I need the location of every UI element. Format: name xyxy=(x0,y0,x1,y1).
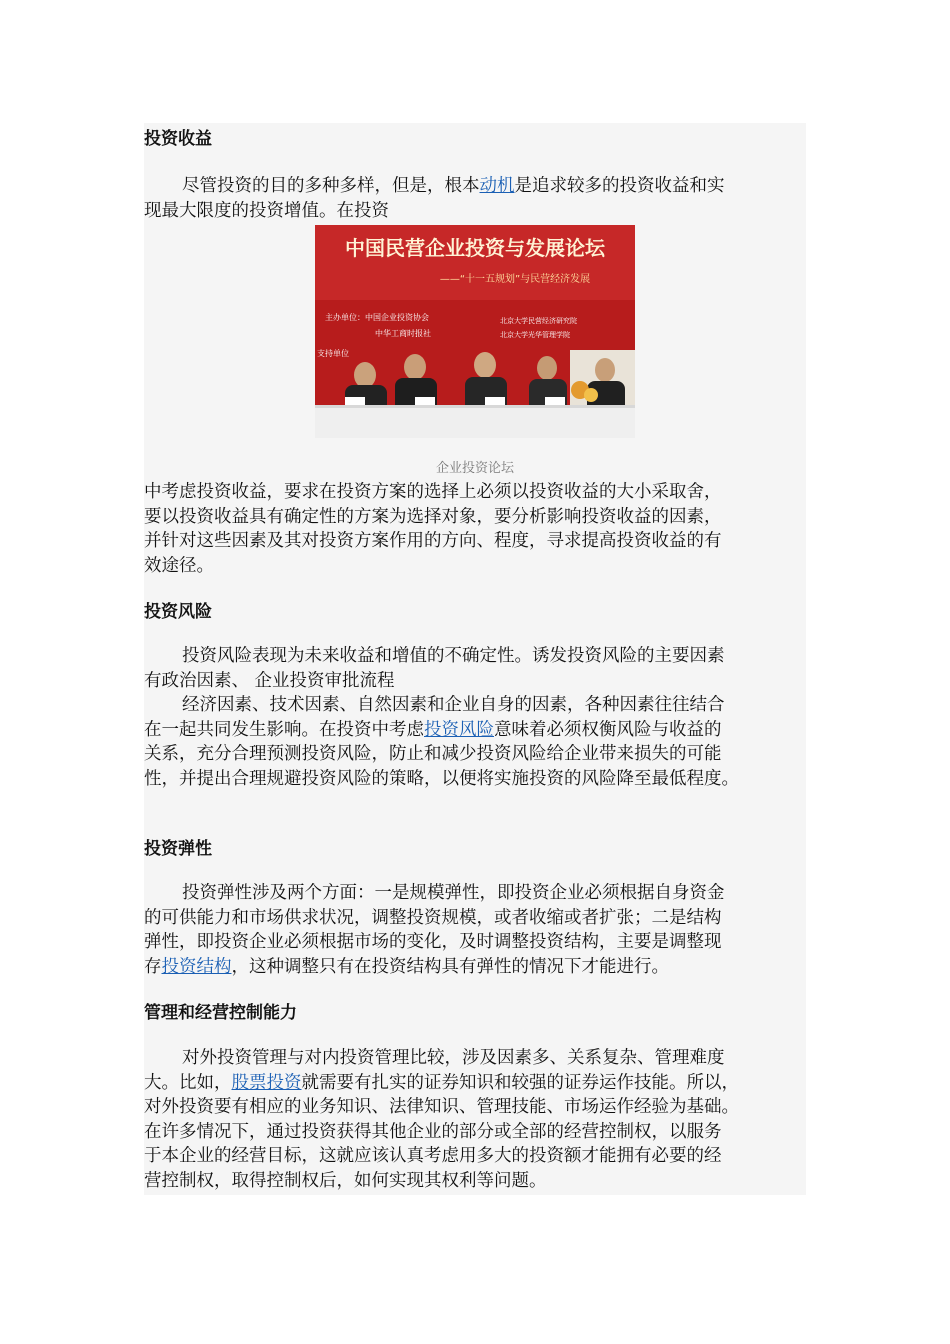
text-run: 投资风险表现为未来收益和增值的不确定性。诱发投资风险的主要因素 xyxy=(182,646,725,666)
inline-link[interactable]: 投资风险 xyxy=(424,719,494,740)
text-line xyxy=(144,693,806,718)
section-heading-risk: 投资风险 xyxy=(144,602,212,622)
article-body xyxy=(144,123,806,1195)
text-run: 营控制权，取得控制权后，如何实现其权利等问题。 xyxy=(144,1170,547,1191)
forum-figure xyxy=(144,225,806,480)
text-run: 中考虑投资收益，要求在投资方案的选择上必须以投资收益的大小采取舍， xyxy=(144,482,722,502)
text-run: 效途径。 xyxy=(144,555,214,576)
text-run: 就需要有扎实的证券知识和较强的证券运作技能。所以， xyxy=(301,1072,739,1093)
text-line xyxy=(144,199,806,224)
text-run: 现最大限度的投资增值。在投资 xyxy=(144,200,389,221)
inline-link[interactable]: 投资结构 xyxy=(161,956,232,977)
text-run: ，这种调整只有在投资结构具有弹性的情况下才能进行。 xyxy=(231,956,669,977)
paragraph-returns-body xyxy=(144,480,806,578)
text-line xyxy=(144,906,806,931)
text-line xyxy=(144,930,806,955)
forum-photo xyxy=(315,225,635,438)
text-run: 在一起共同发生影响。在投资中考虑 xyxy=(144,719,424,740)
text-line xyxy=(144,1169,806,1194)
text-run: 的可供能力和市场供求状况，调整投资规模，或者收缩或者扩张；二是结构 xyxy=(144,907,722,928)
paragraph-risk xyxy=(144,644,806,791)
paragraph-returns-intro xyxy=(144,174,806,223)
banner-supporter: 支持单位 xyxy=(317,349,349,358)
text-line xyxy=(144,529,806,554)
section-heading-elasticity: 投资弹性 xyxy=(144,839,212,859)
text-run: 意味着必须权衡风险与收益的 xyxy=(494,719,722,740)
inline-link[interactable]: 股票投资 xyxy=(231,1072,302,1093)
text-run: 投资弹性涉及两个方面：一是规模弹性，即投资企业必须根据自身资金 xyxy=(182,883,725,903)
figure-caption: 企业投资论坛 xyxy=(435,461,514,476)
text-run: 弹性，即投资企业必须根据市场的变化，及时调整投资结构，主要是调整现 xyxy=(144,932,722,952)
text-line xyxy=(144,554,806,579)
text-line xyxy=(144,174,806,199)
text-run: 是追求较多的投资收益和实 xyxy=(514,176,725,196)
banner-organizer-4: 北京大学光华管理学院 xyxy=(500,331,570,339)
text-line xyxy=(144,767,806,792)
paragraph-management-control xyxy=(144,1046,806,1195)
banner-organizer-2: 中华工商时报社 xyxy=(375,329,431,338)
text-line xyxy=(144,718,806,743)
text-line xyxy=(144,669,806,694)
text-run: 大。比如， xyxy=(144,1072,232,1093)
text-line xyxy=(144,881,806,906)
text-line xyxy=(144,644,806,669)
text-line xyxy=(144,1120,806,1145)
text-run: 于本企业的经营目标，这就应该认真考虑用多大的投资额才能拥有必要的经 xyxy=(144,1146,722,1166)
section-heading-management-control: 管理和经营控制能力 xyxy=(144,1003,297,1023)
inline-link[interactable]: 动机 xyxy=(479,176,515,196)
text-line xyxy=(144,1144,806,1169)
banner-subtitle: ——“十一五规划”与民营经济发展 xyxy=(439,274,591,285)
paragraph-elasticity xyxy=(144,881,806,979)
banner-title: 中国民营企业投资与发展论坛 xyxy=(345,236,605,260)
text-run: 性，并提出合理规避投资风险的策略，以便将实施投资的风险降至最低程度。 xyxy=(144,768,739,789)
text-line xyxy=(144,1046,806,1071)
forum-photo-illustration xyxy=(315,225,635,438)
text-run: 对外投资要有相应的业务知识、法律知识、管理技能、市场运作经验为基础。 xyxy=(144,1097,739,1117)
text-run: 对外投资管理与对内投资管理比较，涉及因素多、关系复杂、管理难度 xyxy=(182,1048,725,1068)
text-run: 存 xyxy=(144,956,162,977)
text-run: 尽管投资的目的多种多样，但是，根本 xyxy=(182,176,480,196)
text-run: 并针对这些因素及其对投资方案作用的方向、程度，寻求提高投资收益的有 xyxy=(144,531,722,551)
text-line xyxy=(144,955,806,980)
text-line xyxy=(144,1071,806,1096)
text-line xyxy=(144,505,806,530)
text-run: 关系，充分合理预测投资风险，防止和减少投资风险给企业带来损失的可能 xyxy=(144,744,722,764)
text-line xyxy=(144,742,806,767)
text-line xyxy=(144,480,806,505)
banner-organizer-3: 北京大学民营经济研究院 xyxy=(500,317,577,325)
text-line xyxy=(144,1095,806,1120)
text-run: 经济因素、技术因素、自然因素和企业自身的因素，各种因素往往结合 xyxy=(182,695,725,715)
text-run: 有政治因素、 企业投资审批流程 xyxy=(144,670,395,691)
text-run: 要以投资收益具有确定性的方案为选择对象，要分析影响投资收益的因素， xyxy=(144,506,722,527)
text-run: 在许多情况下，通过投资获得其他企业的部分或全部的经营控制权，以服务 xyxy=(144,1121,722,1142)
section-heading-returns: 投资收益 xyxy=(144,129,212,149)
banner-organizer-1: 主办单位：中国企业投资协会 xyxy=(325,313,429,322)
